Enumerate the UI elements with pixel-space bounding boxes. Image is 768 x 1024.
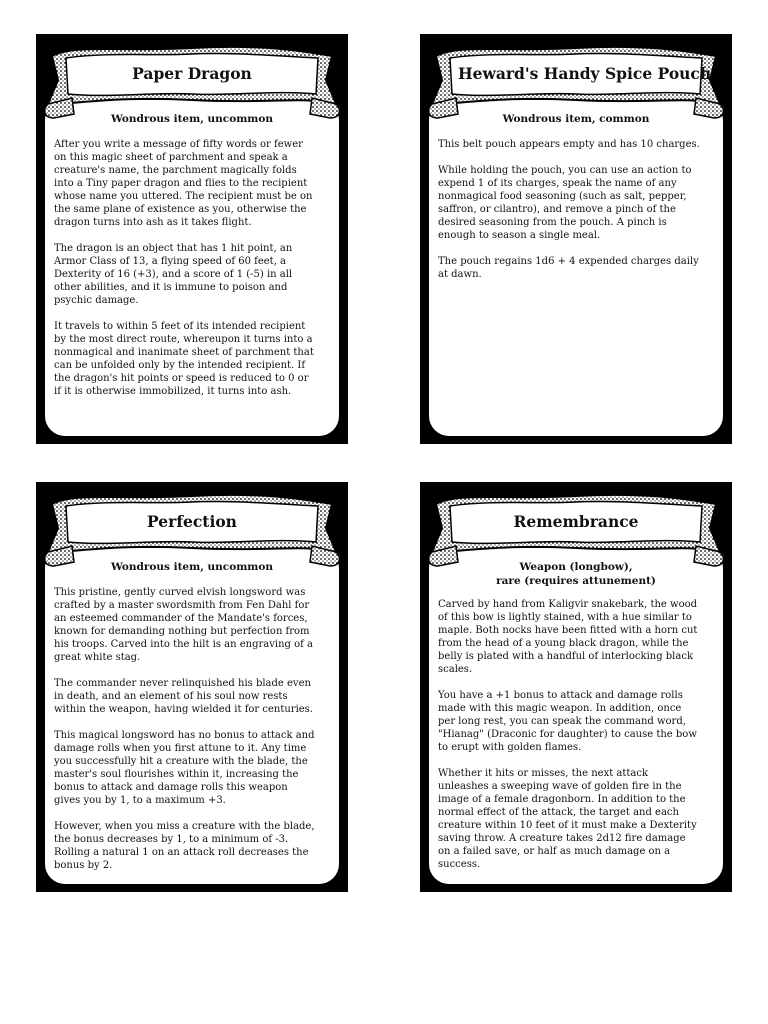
- card-description: [54, 138, 316, 411]
- item-card: [420, 34, 732, 444]
- card-paragraph: The dragon is an object that has 1 hit point, an Armor Class of 13, a flying speed of 60 feet, a Dexterity of 16 (+3), and a score of 1 (-5) in all other abilities, and it is immune to poison and psychic damage.: [54, 243, 293, 306]
- card-paragraph: While holding the pouch, you can use an action to expend 1 of its charges, speak the name of any nonmagical food seasoning (such as salt, pepper, saffron, or cilantro), and remove a pinch of the desired seasoning from the pouch. A pinch is enough to season a single meal.: [438, 165, 692, 241]
- card-subtitle: Weapon (longbow), rare (requires attunement): [496, 561, 656, 587]
- card-paragraph: This pristine, gently curved elvish longsword was crafted by a master swordsmith from Fen Dahl for an esteemed commander of the Mandate's forces, known for demanding nothing but perfection from his troops. Carved into the hilt is an engraving of a great white stag.: [54, 587, 313, 663]
- item-card: [420, 482, 732, 892]
- scroll-banner-icon: [420, 34, 732, 144]
- card-subtitle: Wondrous item, common: [502, 113, 650, 125]
- card-description: [54, 586, 316, 885]
- card-paragraph: The pouch regains 1d6 + 4 expended charges daily at dawn.: [438, 256, 699, 280]
- item-card: [36, 482, 348, 892]
- scroll-banner-icon: [36, 34, 348, 144]
- card-paragraph: After you write a message of fifty words or fewer on this magic sheet of parchment and speak a creature's name, the parchment magically folds into a Tiny paper dragon and flies to the recipient whose name you uttered. The recipient must be on the same plane of existence as you, otherwise the dragon turns into ash as it takes flight.: [54, 139, 313, 228]
- card-paragraph: You have a +1 bonus to attack and damage rolls made with this magic weapon. In addition, once per long rest, you can speak the command word, "Hianag" (Draconic for daughter) to cause the bow to erupt with golden flames.: [438, 690, 697, 753]
- card-paragraph: It travels to within 5 feet of its intended recipient by the most direct route, whereupon it turns into a nonmagical and inanimate sheet of parchment that can be unfolded only by the intended recipient. If the dragon's hit points or speed is reduced to 0 or if it is otherwise immobilized, it turns into ash.: [54, 321, 314, 397]
- card-title: Heward's Handy Spice Pouch: [458, 64, 712, 83]
- card-paragraph: This belt pouch appears empty and has 10 charges.: [438, 139, 700, 150]
- card-paragraph: However, when you miss a creature with the blade, the bonus decreases by 1, to a minimum of -3. Rolling a natural 1 on an attack roll decreases the bonus by 2.: [54, 821, 315, 871]
- card-title: Perfection: [147, 512, 237, 531]
- scroll-banner-icon: [36, 482, 348, 592]
- card-paragraph: Carved by hand from Kaligvir snakebark, the wood of this bow is lightly stained, with a hue similar to maple. Both nocks have been fitted with a horn cut from the head of a young black dragon, while the belly is plated with a handful of interlocking black scales.: [438, 599, 698, 675]
- card-title: Paper Dragon: [132, 64, 252, 83]
- card-title: Remembrance: [513, 512, 639, 531]
- card-description: [438, 138, 700, 294]
- card-subtitle: Wondrous item, uncommon: [110, 561, 274, 573]
- card-subtitle: Wondrous item, uncommon: [110, 113, 274, 125]
- item-card: [36, 34, 348, 444]
- card-description: [438, 598, 700, 884]
- card-paragraph: The commander never relinquished his blade even in death, and an element of his soul now rests within the weapon, having wielded it for centuries.: [54, 678, 313, 715]
- card-paragraph: Whether it hits or misses, the next attack unleashes a sweeping wave of golden fire in the image of a female dragonborn. In addition to the normal effect of the attack, the target and each creature within 10 feet of it must make a Dexterity saving throw. A creature takes 2d12 fire damage on a failed save, or half as much damage on a success.: [438, 768, 697, 870]
- card-paragraph: This magical longsword has no bonus to attack and damage rolls when you first attune to it. Any time you successfully hit a creature with the blade, the master's soul flourishes within it, increasing the bonus to attack and damage rolls this weapon gives you by 1, to a maximum +3.: [54, 730, 315, 806]
